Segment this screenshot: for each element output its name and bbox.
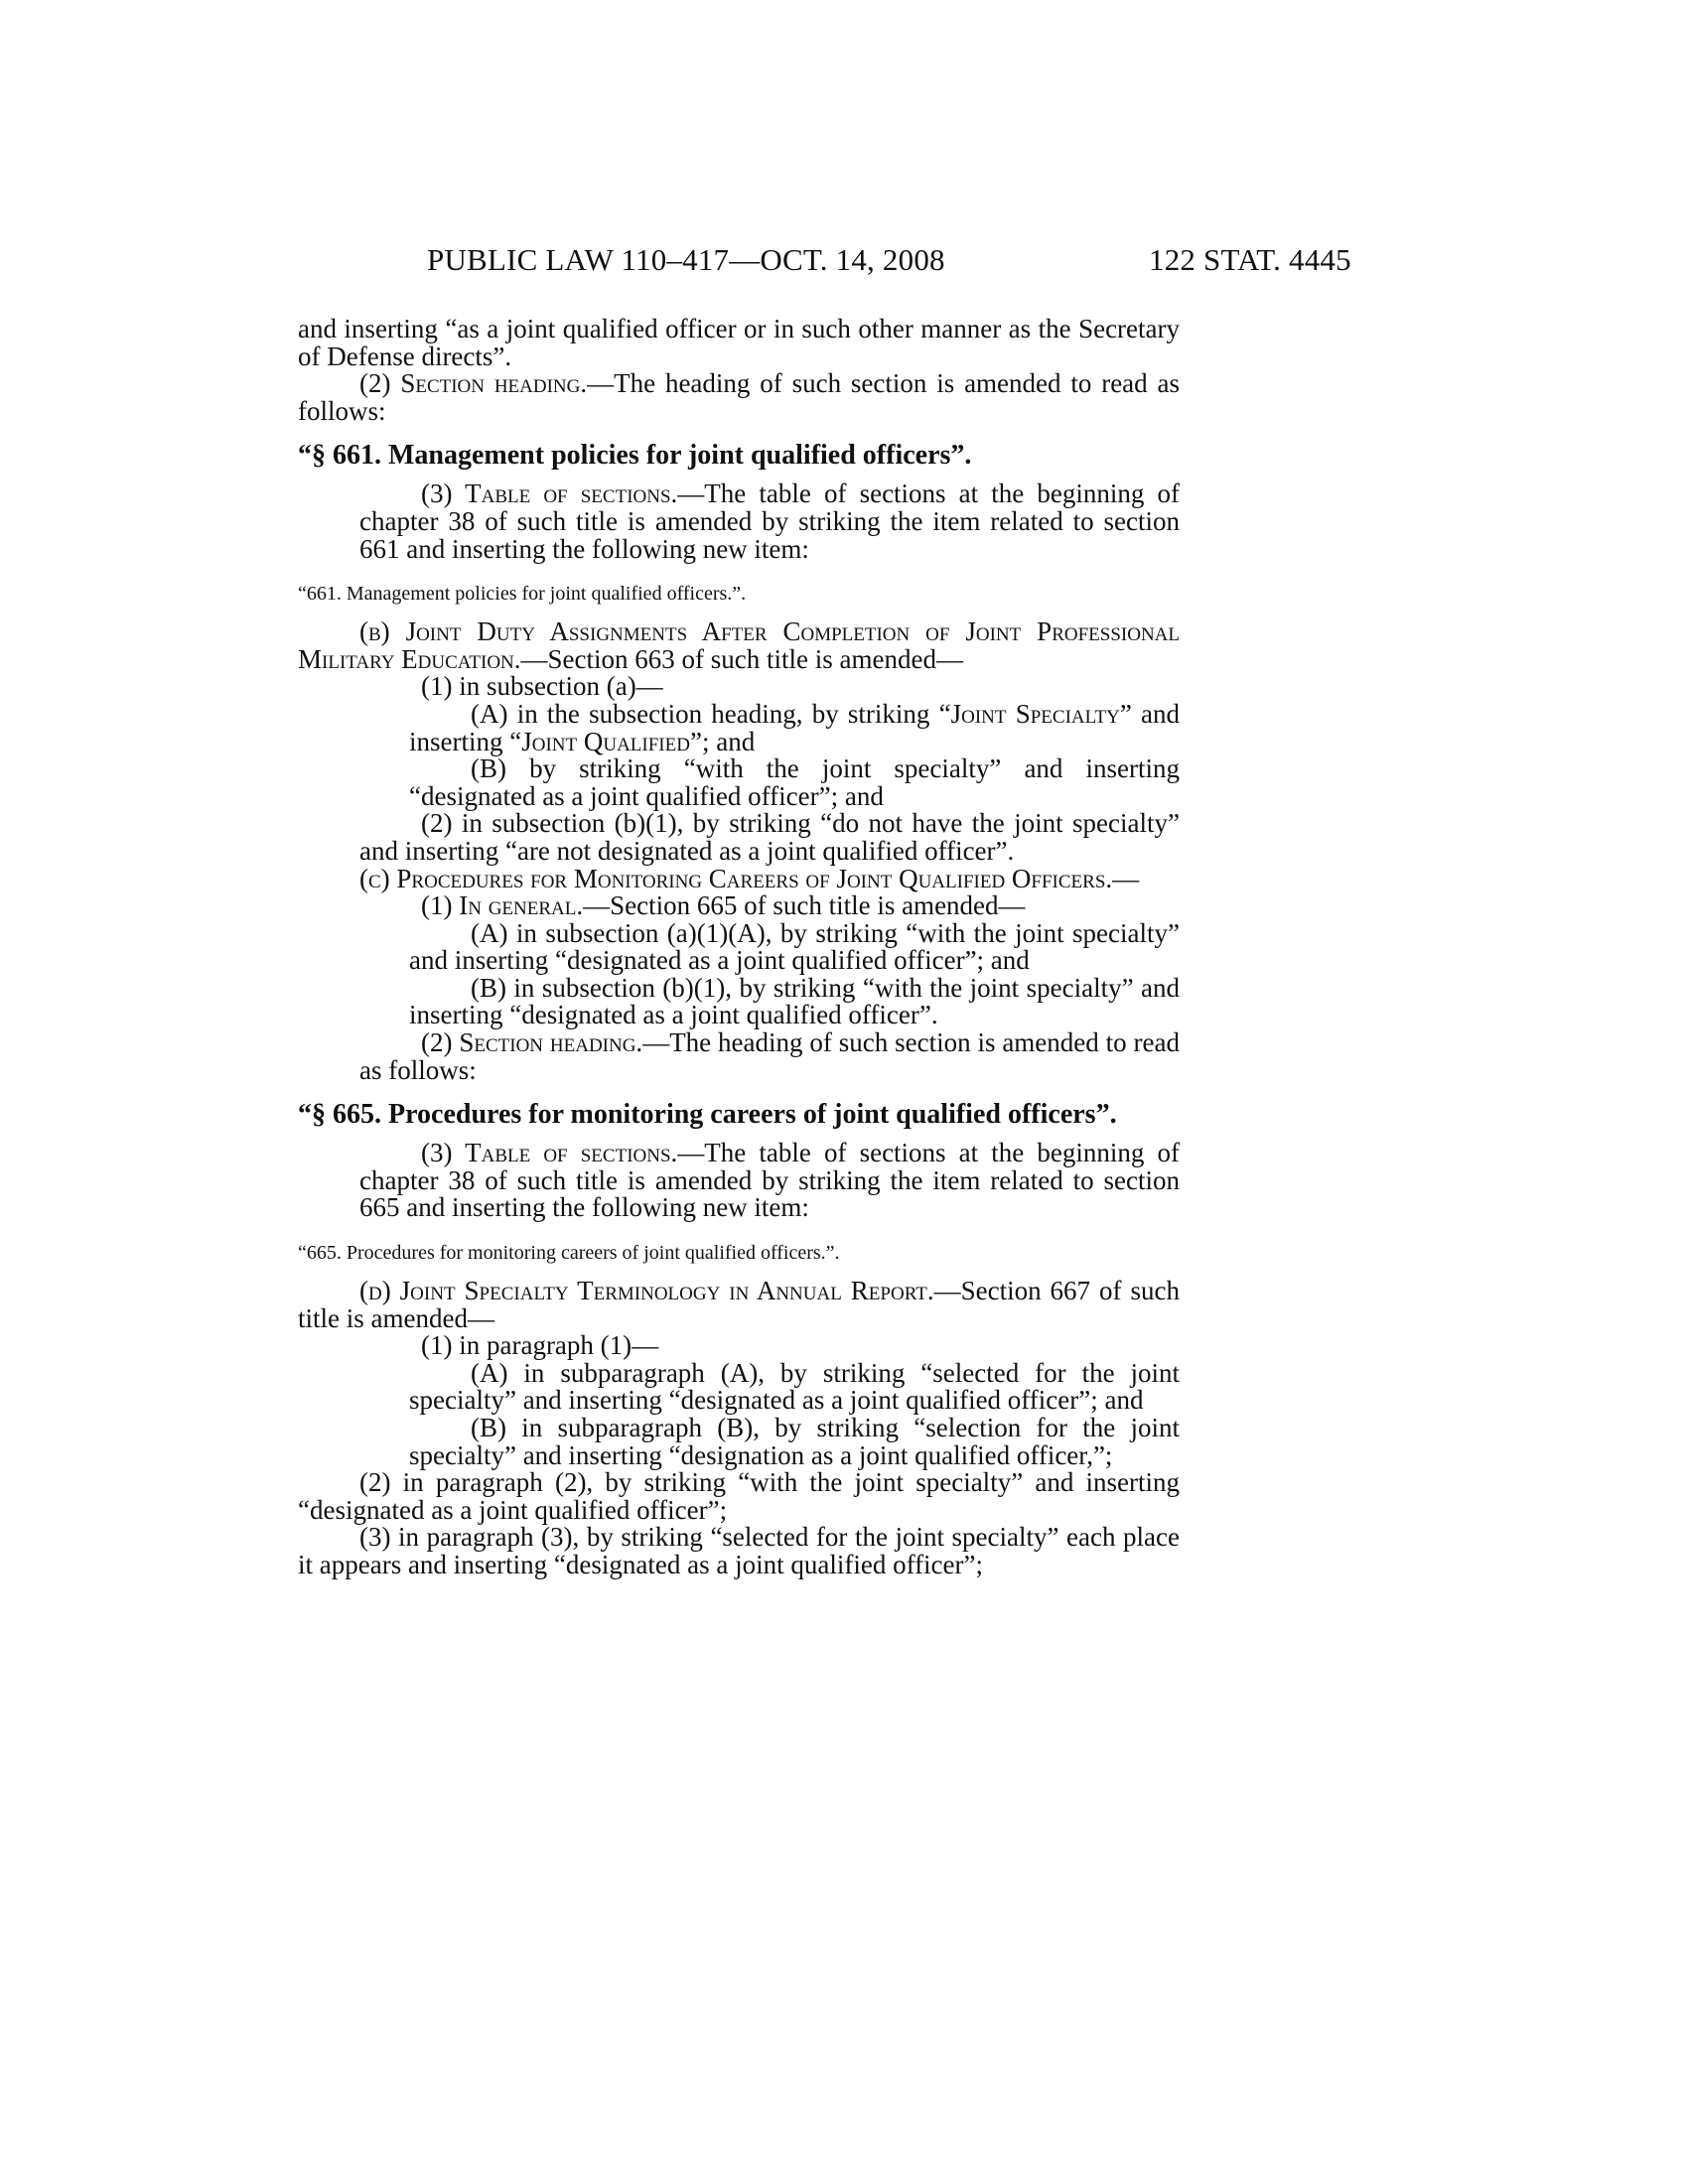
paragraph-text: —The heading of such section is amended to read as follows:	[359, 1027, 1180, 1085]
subparagraph-bA	[298, 698, 1181, 756]
paragraph-label: (2) Section heading.	[359, 368, 588, 399]
text-fragment: Joint Qualified	[521, 726, 690, 756]
page-body	[298, 316, 1180, 1579]
paragraph-text: —The table of sections at the beginning of chapter 38 of such title is amended by striking the item related to section 665 and inserting the following new item:	[359, 1138, 1180, 1223]
paragraph-b2: (2) in subsection (b)(1), by striking “do not have the joint specialty” and inserting “are not designated as a joint qualified officer”.	[359, 808, 1180, 866]
table-item-665: “665. Procedures for monitoring careers of joint qualified officers.”.	[298, 1242, 840, 1265]
paragraph-a3-table-of-sections	[298, 480, 1180, 563]
text-fragment: ”; and	[689, 726, 756, 756]
section-665-heading: “§ 665. Procedures for monitoring careers of joint qualified officers”.	[298, 1099, 1117, 1131]
subsection-b	[298, 618, 1180, 673]
statute-page-number: 122 STAT. 4445	[1149, 242, 1351, 277]
page-header	[0, 242, 1688, 282]
section-661-heading: “§ 661. Management policies for joint qualified officers”.	[298, 440, 972, 472]
paragraph-c3-table-of-sections	[298, 1140, 1180, 1222]
text-fragment: (A) in the subsection heading, by striking “	[471, 698, 951, 729]
paragraph-c2-section-heading	[298, 1029, 1180, 1084]
subparagraph-bB: (B) by striking “with the joint specialty” and inserting “designated as a joint qualified officer”; and	[409, 753, 1180, 811]
paragraph-label: (2) Section heading.	[421, 1027, 643, 1058]
public-law-title: PUBLIC LAW 110–417—OCT. 14, 2008	[427, 242, 945, 277]
paragraph-c1	[298, 892, 1180, 920]
paragraph-label: (1) In general.	[421, 890, 584, 921]
paragraph-text: —The heading of such section is amended to read as follows:	[298, 368, 1180, 426]
subsection-label: (b) Joint Duty Assignments After Completion of Joint Professional Military Education.	[298, 616, 1180, 674]
paragraph-label: (3) Table of sections.	[421, 1138, 678, 1168]
subsection-d	[298, 1278, 1180, 1332]
paragraph-d1: (1) in paragraph (1)—	[421, 1330, 659, 1361]
table-item-661: “661. Management policies for joint qualified officers.”.	[298, 583, 747, 606]
paragraph-d2: (2) in paragraph (2), by striking “with the joint specialty” and inserting “designated as a joint qualified officer”;	[298, 1467, 1180, 1525]
paragraph-d3: (3) in paragraph (3), by striking “selected for the joint specialty” each place it appears and inserting “designated as a joint qualified officer”;	[298, 1522, 1180, 1579]
paragraph-a2-section-heading	[298, 370, 1180, 425]
subparagraph-cA: (A) in subsection (a)(1)(A), by striking “with the joint specialty” and inserting “designated as a joint qualified officer”; and	[409, 917, 1180, 976]
subsection-text: —Section 667 of such title is amended—	[298, 1276, 1180, 1333]
subparagraph-cB: (B) in subsection (b)(1), by striking “with the joint specialty” and inserting “designated as a joint qualified officer”.	[409, 972, 1180, 1030]
paragraph-continuation: and inserting “as a joint qualified officer or in such other manner as the Secretary of Defense directs”.	[298, 314, 1180, 371]
subsection-c	[298, 863, 1180, 893]
paragraph-label: (3) Table of sections.	[421, 478, 678, 509]
subparagraph-dA: (A) in subparagraph (A), by striking “selected for the joint specialty” and inserting “designated as a joint qualified officer”; and	[409, 1357, 1180, 1416]
paragraph-b1: (1) in subsection (a)—	[421, 671, 663, 702]
subsection-label: (d) Joint Specialty Terminology in Annual Report.	[359, 1276, 934, 1306]
subsection-text: —Section 663 of such title is amended—	[520, 643, 963, 674]
text-fragment: ” and inserting “	[409, 698, 1181, 756]
text-fragment: Joint Specialty	[950, 698, 1120, 729]
subsection-label: (c) Procedures for Monitoring Careers of Joint Qualified Officers.	[359, 863, 1113, 893]
subparagraph-dB: (B) in subparagraph (B), by striking “selection for the joint specialty” and inserting “designation as a joint qualified officer,”;	[409, 1413, 1180, 1470]
subsection-text: —	[1112, 863, 1140, 893]
paragraph-text: —Section 665 of such title is amended—	[583, 890, 1026, 921]
paragraph-text: —The table of sections at the beginning of chapter 38 of such title is amended by striking the item related to section 661 and inserting the following new item:	[359, 478, 1180, 564]
